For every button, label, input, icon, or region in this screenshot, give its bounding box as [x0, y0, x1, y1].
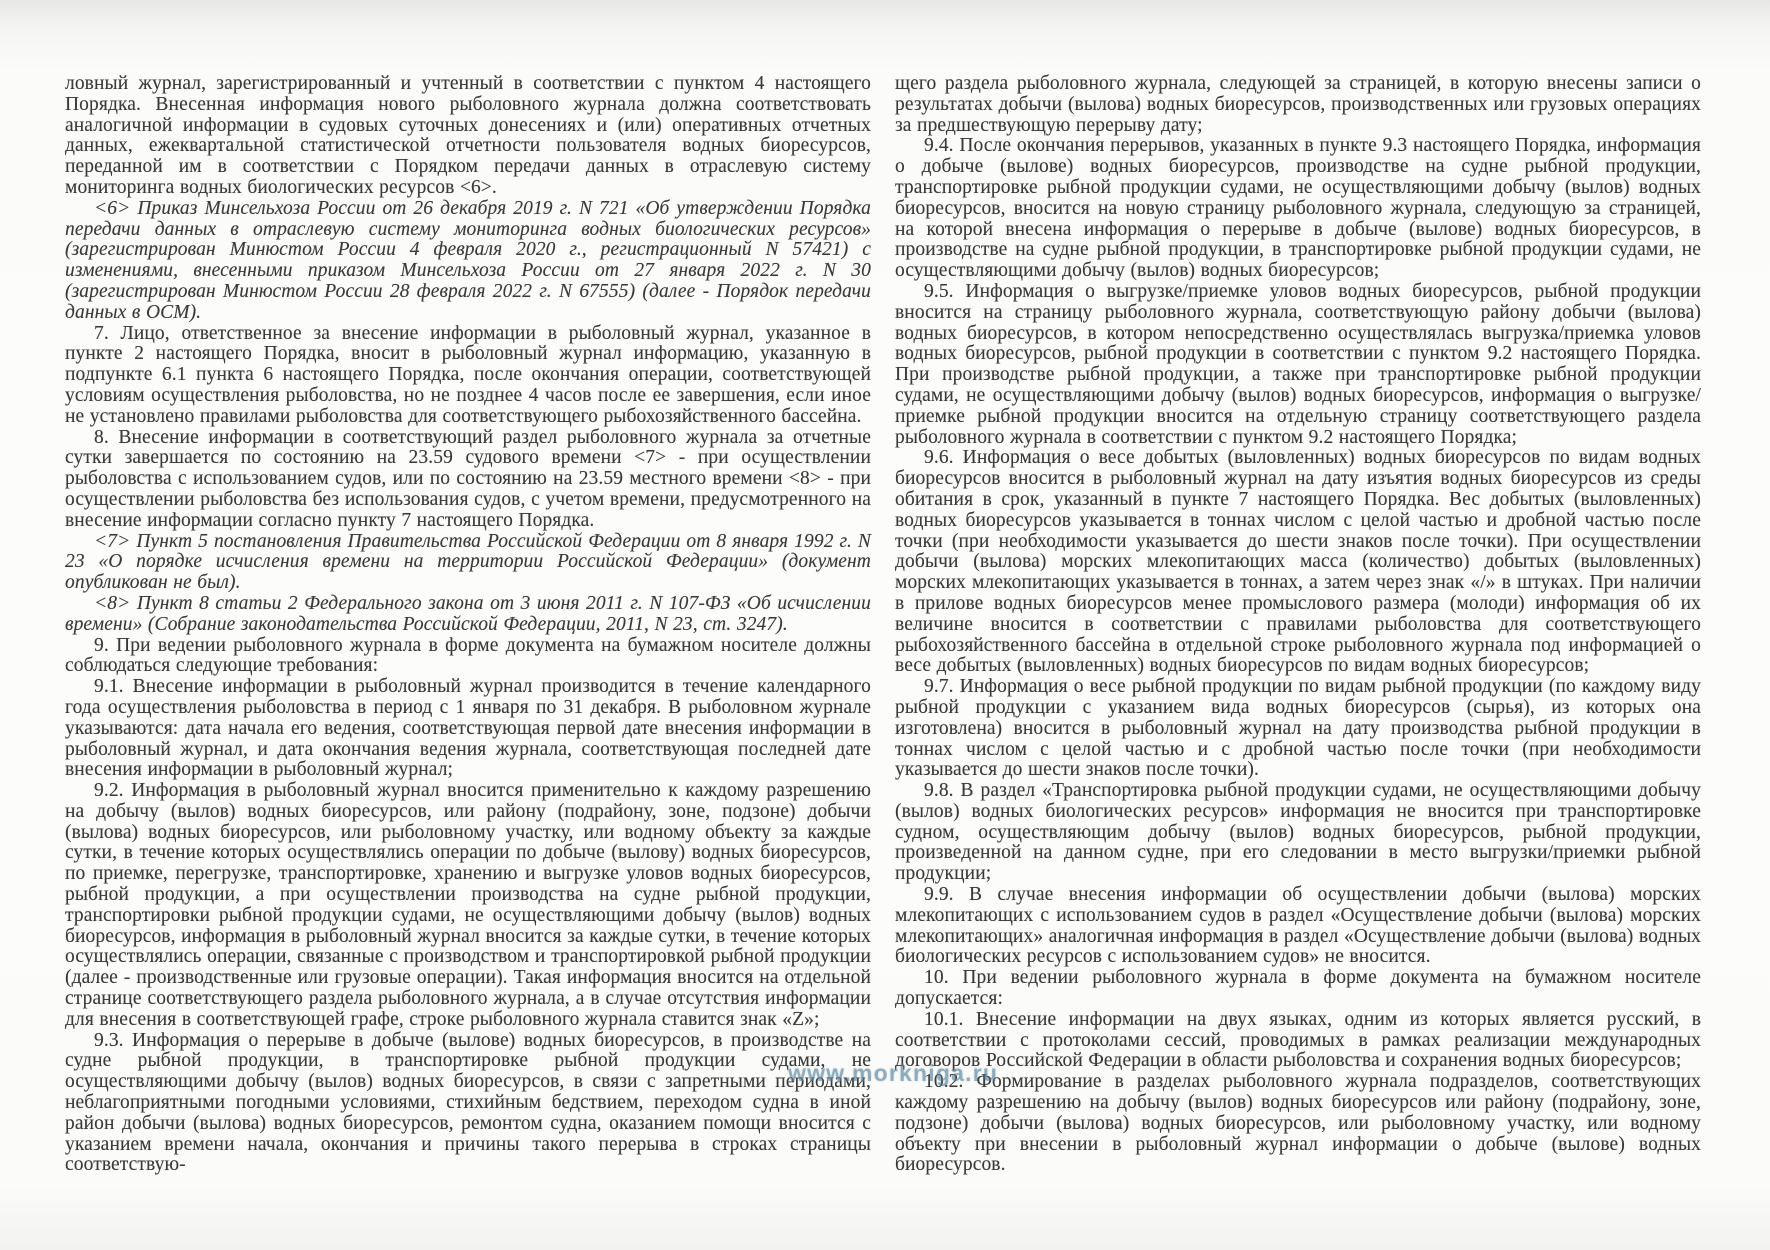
paragraph-item-10: 10. При ведении рыболовного журнала в форме документа на бумажном носителе допускается: [895, 967, 1701, 1010]
paragraph-item-9-3: 9.3. Информация о перерыве в добыче (вылове) водных биоресурсов, в производстве на судне рыбной продукции, в транспортировке рыбной продукции судами, не осуществляющими добычу (вылов) водных биоресурсов, в связи с запретными периодами, неблагоприятными погодными условиями, стихийным бедствием, переходом судна в иной район добычи (вылова) водных биоресурсов, ремонтом судна, оказанием помощи вносится с указанием времени начала, окончания и причины такого перерыва в строках страницы соответствую- [65, 1029, 871, 1176]
footnote-7: <7> Пункт 5 постановления Правительства Российской Федерации от 8 января 1992 г. N 23 «О порядке исчисления времени на территории Российской Федерации» (документ опубликован не был). [65, 530, 871, 594]
paragraph-item-9-1: 9.1. Внесение информации в рыболовный журнал производится в течение календарного года осуществления рыболовства в период с 1 января по 31 декабря. В рыболовном журнале указываются: дата начала его ведения, соответствующая первой дате внесения информации в рыболовный журнал, и дата окончания ведения журнала, соответствующая последней дате внесения информации в рыболовный журнал; [65, 676, 871, 781]
footnote-8: <8> Пункт 8 статьи 2 Федерального закона от 3 июня 2011 г. N 107-ФЗ «Об исчислении времени» (Собрание законодательства Российской Федерации, 2011, N 23, ст. 3247). [65, 592, 871, 635]
paragraph-item-7: 7. Лицо, ответственное за внесение информации в рыболовный журнал, указанное в пункте 2 настоящего Порядка, вносит в рыболовный журнал информацию, указанную в подпункте 6.1 пункта 6 настоящего Порядка, после окончания операции, соответствующей условиям осуществления рыболовства, но не позднее 4 часов после ее завершения, если иное не установлено правилами рыболовства для соответствующего рыбохозяйственного бассейна. [65, 322, 871, 427]
scanned-document-page [65, 74, 1702, 1176]
paragraph-item-9-7: 9.7. Информация о весе рыбной продукции по видам рыбной продукции (по каждому виду рыбной продукции с указанием вида водных биоресурсов (сырья), из которых она изготовлена) вносится в рыболовный журнал на дату производства рыбной продукции в тоннах числом с целой частью и с дробной частью после точки (при необходимости указывается до шести знаков после точки). [895, 676, 1701, 781]
paragraph-item-9-9: 9.9. В случае внесения информации об осуществлении добычи (вылова) морских млекопитающих с использованием судов в раздел «Осуществление добычи (вылова) морских млекопитающих» аналогичная информация в раздел «Осуществление добычи (вылова) водных биологических ресурсов с использованием судов» не вносится. [895, 884, 1701, 968]
paragraph-item-9: 9. При ведении рыболовного журнала в форме документа на бумажном носителе должны соблюдаться следующие требования: [65, 634, 871, 677]
watermark-text: www.morkniga.ru [788, 1060, 999, 1086]
paragraph-continuation: ловный журнал, зарегистрированный и учтенный в соответствии с пунктом 4 настоящего Порядка. Внесенная информация нового рыболовного журнала должна соответствовать аналогичной информации в судовых суточных донесениях и (или) оперативных отчетных данных, ежеквартальной статистической отчетности пользователя водных биоресурсов, переданной им в соответствии с Порядком передачи данных в отраслевую систему мониторинга водных биологических ресурсов <6>. [65, 73, 871, 198]
footnote-6: <6> Приказ Минсельхоза России от 26 декабря 2019 г. N 721 «Об утверждении Порядка передачи данных в отраслевую систему мониторинга водных биологических ресурсов» (зарегистрирован Минюстом России 4 февраля 2020 г., регистрационный N 57421) с изменениями, внесенными приказом Минсельхоза России от 27 января 2022 г. N 30 (зарегистрирован Минюстом России 28 февраля 2022 г. N 67555) (далее - Порядок передачи данных в ОСМ). [65, 197, 871, 323]
right-column [895, 74, 1701, 1176]
paragraph-item-8: 8. Внесение информации в соответствующий раздел рыболовного журнала за отчетные сутки завершается по состоянию на 23.59 судового времени <7> - при осуществлении рыболовства с использованием судов, или по состоянию на 23.59 местного времени <8> - при осуществлении рыболовства без использования судов, с учетом времени, предусмотренного на внесение информации согласно пункту 7 настоящего Порядка. [65, 426, 871, 531]
paragraph-item-9-5: 9.5. Информация о выгрузке/приемке уловов водных биоресурсов, рыбной продукции вносится на страницу рыболовного журнала, соответствующую району добычи (вылова) водных биоресурсов, в котором непосредственно осуществлялась выгрузка/приемка уловов водных биоресурсов, рыбной продукции в соответствии с пунктом 9.2 настоящего Порядка. При производстве рыбной продукции, а также при транспортировке рыбной продукции судами, не осуществляющими добычу (вылов) водных биоресурсов, информация о выгрузке/приемке рыбной продукции вносится на отдельную страницу соответствующего раздела рыболовного журнала в соответствии с пунктом 9.2 настоящего Порядка; [895, 280, 1701, 448]
paragraph-continuation: щего раздела рыболовного журнала, следующей за страницей, в которую внесены записи о результатах добычи (вылова) водных биоресурсов, производственных или грузовых операциях за предшествующую перерыву дату; [895, 73, 1701, 136]
paragraph-item-9-4: 9.4. После окончания перерывов, указанных в пункте 9.3 настоящего Порядка, информация о добыче (вылове) водных биоресурсов, производстве на судне рыбной продукции, транспортировке рыбной продукции судами, не осуществляющими добычу (вылов) водных биоресурсов, вносится на новую страницу рыболовного журнала, следующую за страницей, на которой внесена информация о перерыве в добыче (вылове) водных биоресурсов, в производстве на судне рыбной продукции, в транспортировке рыбной продукции судами, не осуществляющими добычу (вылов) водных биоресурсов; [895, 135, 1701, 282]
paragraph-item-10-1: 10.1. Внесение информации на двух языках, одним из которых является русский, в соответствии с протоколами сессий, проводимых в рамках реализации международных договоров Российской Федерации в области рыболовства и сохранения водных биоресурсов; [895, 1008, 1701, 1072]
paragraph-item-9-6: 9.6. Информация о весе добытых (выловленных) водных биоресурсов по видам водных биоресурсов вносится в рыболовный журнал на дату изъятия водных биоресурсов из среды обитания в срок, указанный в пункте 7 настоящего Порядка. Вес добытых (выловленных) водных биоресурсов указывается в тоннах числом с целой частью и дробной частью после точки (при необходимости указывается до шести знаков после точки). При осуществлении добычи (вылова) морских млекопитающих масса (количество) добытых (выловленных) морских млекопитающих указывается в тоннах, а затем через знак «/» в штуках. При наличии в прилове водных биоресурсов менее промыслового размера (молоди) информация об их величине вносится в соответствии с правилами рыболовства для соответствующего рыбохозяйственного бассейна в отдельной строке рыболовного журнала под информацией о весе добытых (выловленных) водных биоресурсов по видам водных биоресурсов; [895, 447, 1701, 677]
left-column [65, 74, 871, 1176]
paragraph-item-9-8: 9.8. В раздел «Транспортировка рыбной продукции судами, не осуществляющими добычу (вылов) водных биологических ресурсов» информация не вносится при транспортировке судном, осуществляющим добычу (вылов) водных биоресурсов, рыбной продукции, произведенной на данном судне, при его следовании в место выгрузки/приемки рыбной продукции; [895, 780, 1701, 885]
paragraph-item-10-2: 10.2. Формирование в разделах рыболовного журнала подразделов, соответствующих каждому разрешению на добычу (вылов) водных биоресурсов или району (подрайону, зоне, подзоне) добычи (вылова) водных биоресурсов, или рыболовному участку, или водному объекту при внесении в рыболовный журнал информации о добыче (вылове) водных биоресурсов. [895, 1071, 1701, 1176]
paragraph-item-9-2: 9.2. Информация в рыболовный журнал вносится применительно к каждому разрешению на добычу (вылов) водных биоресурсов, или району (подрайону, зоне, подзоне) добычи (вылова) водных биоресурсов, или рыболовному участку, или водному объекту за каждые сутки, в течение которых осуществлялись операции по добыче (вылову) водных биоресурсов, по приемке, перегрузке, транспортировке, хранению и выгрузке уловов водных биоресурсов, рыбной продукции, а при осуществлении производства на судне рыбной продукции, транспортировки рыбной продукции судами, не осуществляющими добычу (вылов) водных биоресурсов, информация в рыболовный журнал вносится за каждые сутки, в течение которых осуществлялись операции, связанные с производством и транспортировкой рыбной продукции (далее - производственные или грузовые операции). Такая информация вносится на отдельной странице соответствующего раздела рыболовного журнала, а в случае отсутствия информации для внесения в соответствующей графе, строке рыболовного журнала ставится знак «Z»; [65, 780, 871, 1030]
